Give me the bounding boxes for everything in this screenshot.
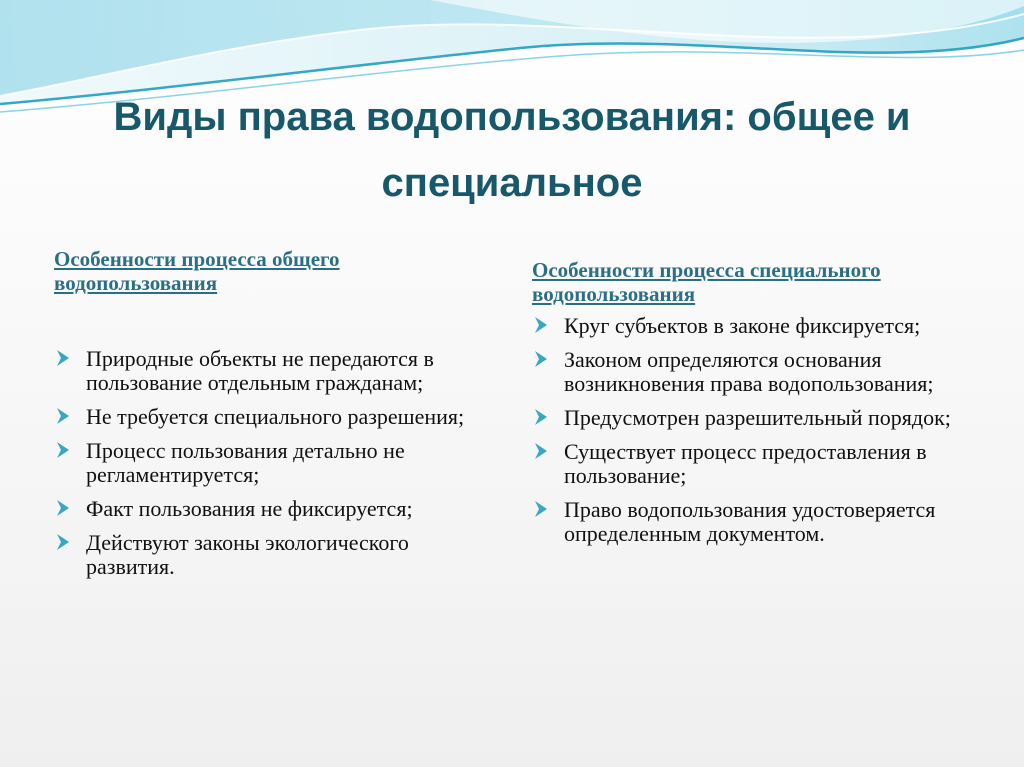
list-item [532, 314, 972, 338]
list-item-text: Действуют законы экологического развития. [86, 530, 409, 579]
right-column [532, 258, 972, 556]
list-item-text: Процесс пользования детально не регламентируется; [86, 438, 405, 487]
list-item [54, 497, 474, 521]
arrowhead-bullet-icon [56, 407, 70, 425]
list-item [54, 347, 474, 395]
arrowhead-bullet-icon [534, 316, 548, 334]
list-item [532, 348, 972, 396]
list-item-text: Существует процесс предоставления в пользование; [564, 439, 927, 488]
list-item-text: Природные объекты не передаются в пользование отдельным гражданам; [86, 346, 434, 395]
list-item-text: Круг субъектов в законе фиксируется; [564, 313, 921, 338]
list-item-text: Предусмотрен разрешительный порядок; [564, 405, 951, 430]
left-bullet-list [54, 347, 474, 579]
right-column-heading: Особенности процесса специального водопользования [532, 258, 881, 306]
list-item-text: Факт пользования не фиксируется; [86, 496, 413, 521]
list-item-text: Право водопользования удостоверяется определенным документом. [564, 497, 936, 546]
right-bullet-list [532, 314, 972, 546]
left-column [54, 247, 474, 589]
arrowhead-bullet-icon [56, 441, 70, 459]
list-item [532, 440, 972, 488]
list-item [54, 439, 474, 487]
slide-title: Виды права водопользования: общее и специальное [113, 95, 911, 205]
left-column-heading: Особенности процесса общего водопользования [54, 247, 340, 295]
arrowhead-bullet-icon [56, 499, 70, 517]
arrowhead-bullet-icon [534, 350, 548, 368]
list-item [54, 531, 474, 579]
list-item-text: Законом определяются основания возникновения права водопользования; [564, 347, 934, 396]
arrowhead-bullet-icon [534, 408, 548, 426]
list-item [54, 405, 474, 429]
arrowhead-bullet-icon [56, 349, 70, 367]
list-item [532, 498, 972, 546]
arrowhead-bullet-icon [534, 442, 548, 460]
list-item-text: Не требуется специального разрешения; [86, 404, 465, 429]
arrowhead-bullet-icon [534, 500, 548, 518]
arrowhead-bullet-icon [56, 533, 70, 551]
list-item [532, 406, 972, 430]
